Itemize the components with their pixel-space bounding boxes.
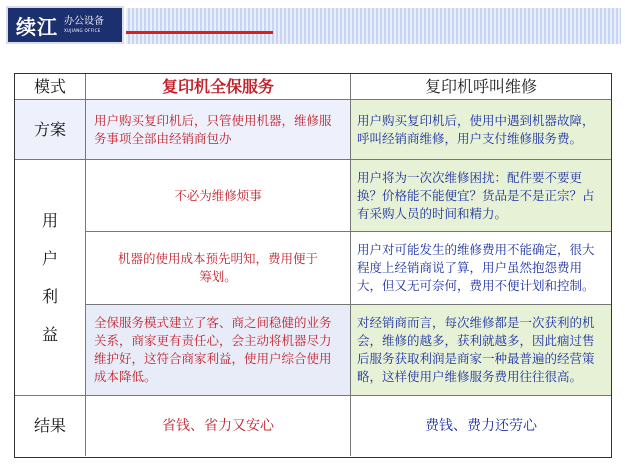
header-red-accent-line — [126, 31, 273, 34]
benefit-call-repair-1: 用户将为一次次维修困扰：配件要不要更换？价格能不能便宜？货品是不是正宗？占有采购人员的时间和精力。 — [351, 160, 611, 232]
plan-call-repair: 用户购买复印机后，使用中遇到机器故障，呼叫经销商维修，用户支付维修服务费。 — [351, 100, 611, 160]
benefit-label-char: 利 — [41, 286, 58, 306]
header-stripe-band — [126, 8, 621, 44]
benefit-call-repair-3: 对经销商而言，每次维修都是一次获利的机会，维修的越多，获利就越多，因此痼过售后服务获取利润是商家一种最普遍的经营策略，这样使用户维修服务费用往往很高。 — [351, 305, 611, 396]
benefit-label-char: 用 — [41, 210, 58, 230]
logo-english-text: XUJIANG OFFICE — [64, 28, 101, 33]
benefit-full-service-3: 全保服务模式建立了客、商之间稳健的业务关系，商家更有责任心，会主动将机器尽力维护好，这符合商家利益，使用户综合使用成本降低。 — [86, 305, 351, 396]
benefit-call-repair-2: 用户对可能发生的维修费用不能确定，很大程度上经销商说了算，用户虽然抱怨费用大，但又无可奈何，费用不便计划和控制。 — [351, 232, 611, 305]
header — [0, 0, 625, 52]
result-call-repair: 费钱、费力还劳心 — [351, 396, 611, 456]
result-full-service: 省钱、省力又安心 — [86, 396, 351, 456]
logo-brand-text: 续江 — [16, 14, 58, 39]
comparison-table — [14, 73, 612, 458]
row-label-result: 结果 — [15, 396, 86, 456]
header-call-repair: 复印机呼叫维修 — [351, 74, 611, 100]
row-label-user-benefit — [15, 160, 86, 396]
plan-full-service: 用户购买复印机后，只管使用机器，维修服务事项全部由经销商包办 — [86, 100, 351, 160]
benefit-full-service-1: 不必为维修烦事 — [86, 160, 351, 232]
benefit-label-char: 益 — [41, 324, 58, 344]
company-logo — [6, 6, 124, 44]
benefit-label-char: 户 — [41, 248, 58, 268]
logo-subtitle: 办公设备 — [64, 16, 104, 27]
benefit-full-service-2: 机器的使用成本预先明知，费用便于筹划。 — [86, 232, 351, 305]
row-label-plan: 方案 — [15, 100, 86, 160]
header-full-service: 复印机全保服务 — [86, 74, 351, 100]
header-mode: 模式 — [15, 74, 86, 100]
